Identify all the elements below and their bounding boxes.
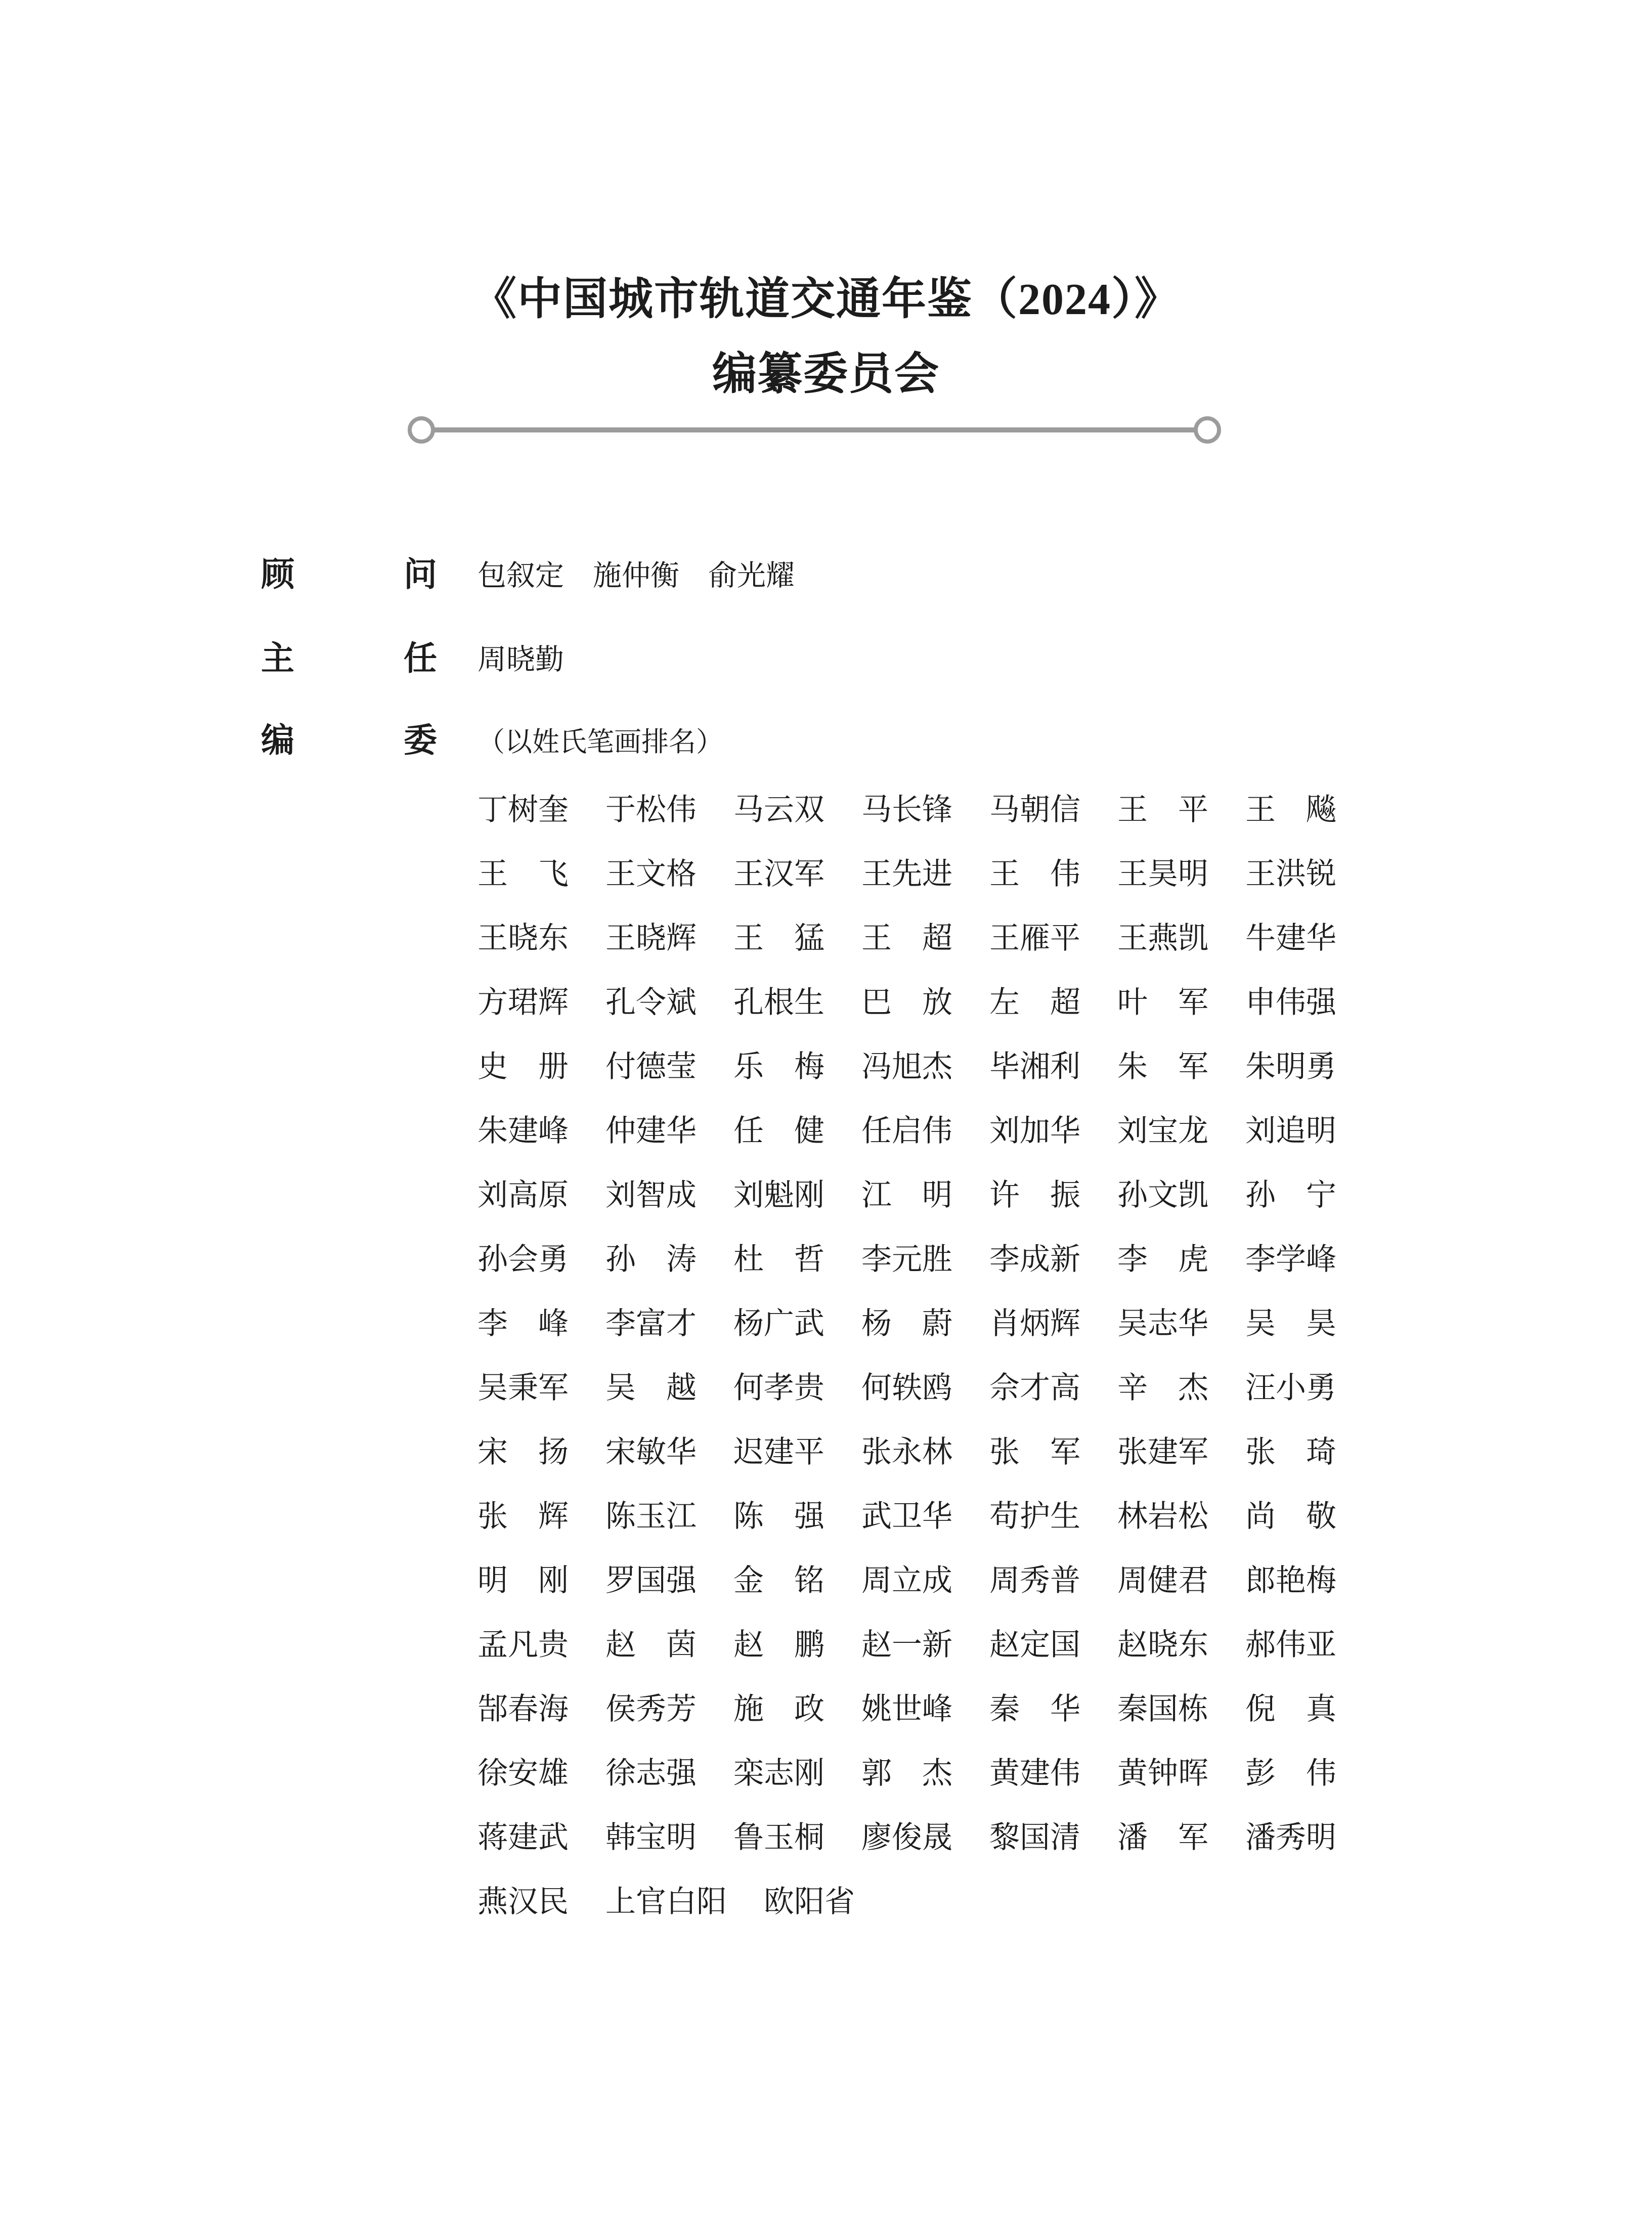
committee-member-name: 朱建峰 (477, 1114, 569, 1148)
committee-member-name: 黄建伟 (989, 1756, 1080, 1790)
committee-member-name: 姚世峰 (861, 1692, 952, 1726)
committee-member-name: 赵 茵 (605, 1628, 697, 1662)
committee-row (477, 970, 1336, 1034)
committee-row (477, 1805, 1336, 1869)
committee-member-name: 王 超 (861, 921, 952, 955)
committee-member-name: 许 振 (989, 1178, 1080, 1212)
committee-member-name: 杜 哲 (733, 1242, 824, 1276)
committee-member-name: 王 伟 (989, 857, 1080, 891)
committee-member-name: 吴秉军 (477, 1371, 569, 1405)
committee-member-name: 王 平 (1117, 793, 1208, 826)
committee-member-name: 王雁平 (989, 921, 1080, 955)
committee-member-name: 孙文凯 (1117, 1178, 1208, 1212)
committee-member-name: 郎艳梅 (1245, 1563, 1336, 1597)
committee-member-name: 王先进 (861, 857, 952, 891)
committee-member-name: 马云双 (733, 793, 824, 826)
committee-row (477, 1869, 1336, 1934)
committee-label-char-1: 编 (261, 722, 294, 759)
committee-member-name: 丁树奎 (477, 793, 569, 826)
committee-member-name: 黎国清 (989, 1820, 1080, 1854)
committee-row (477, 842, 1336, 906)
committee-member-name: 刘宝龙 (1117, 1114, 1208, 1148)
book-title: 《中国城市轨道交通年鉴（2024）》 (471, 275, 1180, 324)
committee-member-name: 任启伟 (861, 1114, 952, 1148)
advisor-label-char-2: 问 (404, 556, 437, 593)
committee-member-name: 张建军 (1117, 1435, 1208, 1469)
committee-member-name: 尚 敬 (1245, 1499, 1336, 1533)
committee-member-name: 张永林 (861, 1435, 952, 1469)
committee-member-name: 刘魁刚 (733, 1178, 824, 1212)
director-names: 周晓勤 (477, 644, 564, 676)
committee-member-name: 毕湘利 (989, 1050, 1080, 1083)
committee-member-name: 王 飚 (1245, 793, 1336, 826)
committee-member-name: 张 琦 (1245, 1435, 1336, 1469)
committee-member-name: 刘加华 (989, 1114, 1080, 1148)
committee-row (477, 1163, 1336, 1227)
committee-member-name: 栾志刚 (733, 1756, 824, 1790)
committee-member-name: 韩宝明 (605, 1820, 697, 1854)
committee-member-name: 王洪锐 (1245, 857, 1336, 891)
committee-member-name: 刘追明 (1245, 1114, 1336, 1148)
committee-member-name: 叶 军 (1117, 985, 1208, 1019)
committee-member-name: 王文格 (605, 857, 697, 891)
committee-member-name: 周秀普 (989, 1563, 1080, 1597)
committee-member-name: 苟护生 (989, 1499, 1080, 1533)
committee-member-name: 赵一新 (861, 1628, 952, 1662)
committee-member-name: 赵定国 (989, 1628, 1080, 1662)
committee-member-name: 周立成 (861, 1563, 952, 1597)
committee-member-name: 吴志华 (1117, 1306, 1208, 1340)
committee-member-name: 任 健 (733, 1114, 824, 1148)
committee-member-name: 迟建平 (733, 1435, 824, 1469)
committee-member-name: 马长锋 (861, 793, 952, 826)
committee-member-name: 何轶鸥 (861, 1371, 952, 1405)
committee-member-name: 李成新 (989, 1242, 1080, 1276)
committee-member-name: 朱 军 (1117, 1050, 1208, 1083)
committee-member-name: 乐 梅 (733, 1050, 824, 1083)
committee-member-name: 秦国栋 (1117, 1692, 1208, 1726)
committee-row (477, 777, 1336, 842)
committee-member-name: 罗国强 (605, 1563, 697, 1597)
committee-member-name: 仲建华 (605, 1114, 697, 1148)
committee-member-name: 冯旭杰 (861, 1050, 952, 1083)
committee-member-name: 欧阳省 (764, 1885, 855, 1918)
advisor-names: 包叙定 施仲衡 俞光耀 (477, 560, 795, 592)
committee-member-name: 郝伟亚 (1245, 1628, 1336, 1662)
committee-member-name: 李富才 (605, 1306, 697, 1340)
committee-member-name: 黄钟晖 (1117, 1756, 1208, 1790)
committee-member-name: 陈 强 (733, 1499, 824, 1533)
committee-row (477, 906, 1336, 970)
director-label (261, 642, 437, 676)
committee-member-name: 孙 宁 (1245, 1178, 1336, 1212)
committee-member-name: 江 明 (861, 1178, 952, 1212)
committee-member-name: 李 峰 (477, 1306, 569, 1340)
committee-row (477, 1356, 1336, 1420)
committee-member-name: 李 虎 (1117, 1242, 1208, 1276)
committee-member-name: 郭 杰 (861, 1756, 952, 1790)
committee-member-name: 佘才高 (989, 1371, 1080, 1405)
committee-member-name: 马朝信 (989, 793, 1080, 826)
committee-label (261, 724, 437, 758)
committee-member-name: 王燕凯 (1117, 921, 1208, 955)
committee-member-name: 巴 放 (861, 985, 952, 1019)
committee-member-name: 郜春海 (477, 1692, 569, 1726)
committee-member-name: 王晓东 (477, 921, 569, 955)
committee-member-name: 徐志强 (605, 1756, 697, 1790)
director-label-char-1: 主 (261, 640, 294, 677)
committee-member-name: 何孝贵 (733, 1371, 824, 1405)
committee-member-name: 王 猛 (733, 921, 824, 955)
committee-member-name: 施 政 (733, 1692, 824, 1726)
committee-member-name: 徐安雄 (477, 1756, 569, 1790)
committee-member-name: 刘高原 (477, 1178, 569, 1212)
committee-member-name: 彭 伟 (1245, 1756, 1336, 1790)
committee-grid (477, 777, 1336, 1934)
committee-member-name: 王汉军 (733, 857, 824, 891)
committee-member-name: 燕汉民 (477, 1885, 569, 1918)
committee-member-name: 左 超 (989, 985, 1080, 1019)
committee-member-name: 孙会勇 (477, 1242, 569, 1276)
committee-row (477, 1677, 1336, 1741)
committee-member-name: 孔令斌 (605, 985, 697, 1019)
committee-member-name: 倪 真 (1245, 1692, 1336, 1726)
committee-member-name: 史 册 (477, 1050, 569, 1083)
divider-left-ring-icon (408, 416, 435, 444)
committee-member-name: 杨 蔚 (861, 1306, 952, 1340)
committee-member-name: 刘智成 (605, 1178, 697, 1212)
advisor-label (261, 558, 437, 592)
committee-member-name: 申伟强 (1245, 985, 1336, 1019)
committee-member-name: 辛 杰 (1117, 1371, 1208, 1405)
committee-row (477, 1099, 1336, 1163)
committee-member-name: 张 军 (989, 1435, 1080, 1469)
committee-member-name: 武卫华 (861, 1499, 952, 1533)
committee-member-name: 上官白阳 (605, 1885, 727, 1918)
committee-member-name: 陈玉江 (605, 1499, 697, 1533)
committee-member-name: 鲁玉桐 (733, 1820, 824, 1854)
committee-member-name: 王昊明 (1117, 857, 1208, 891)
committee-row (477, 1420, 1336, 1484)
committee-member-name: 李学峰 (1245, 1242, 1336, 1276)
committee-member-name: 秦 华 (989, 1692, 1080, 1726)
committee-member-name: 廖俊晟 (861, 1820, 952, 1854)
committee-member-name: 潘 军 (1117, 1820, 1208, 1854)
committee-member-name: 李元胜 (861, 1242, 952, 1276)
committee-member-name: 孟凡贵 (477, 1628, 569, 1662)
committee-member-name: 付德莹 (605, 1050, 697, 1083)
committee-member-name: 孔根生 (733, 985, 824, 1019)
committee-member-name: 肖炳辉 (989, 1306, 1080, 1340)
committee-member-name: 张 辉 (477, 1499, 569, 1533)
committee-member-name: 孙 涛 (605, 1242, 697, 1276)
committee-row (477, 1741, 1336, 1805)
committee-member-name: 王 飞 (477, 857, 569, 891)
committee-sort-note: （以姓氏笔画排名） (477, 727, 723, 757)
committee-member-name: 于松伟 (605, 793, 697, 826)
committee-member-name: 金 铭 (733, 1563, 824, 1597)
committee-row (477, 1291, 1336, 1356)
committee-member-name: 赵晓东 (1117, 1628, 1208, 1662)
committee-member-name: 赵 鹏 (733, 1628, 824, 1662)
committee-member-name: 吴 越 (605, 1371, 697, 1405)
committee-member-name: 侯秀芳 (605, 1692, 697, 1726)
committee-row (477, 1227, 1336, 1291)
committee-member-name: 汪小勇 (1245, 1371, 1336, 1405)
committee-row (477, 1034, 1336, 1099)
committee-member-name: 方珺辉 (477, 985, 569, 1019)
committee-label-char-2: 委 (404, 722, 437, 759)
committee-row (477, 1612, 1336, 1677)
committee-member-name: 宋 扬 (477, 1435, 569, 1469)
committee-title: 编纂委员会 (712, 350, 940, 399)
committee-member-name: 王晓辉 (605, 921, 697, 955)
divider-line (434, 427, 1196, 432)
committee-member-name: 周健君 (1117, 1563, 1208, 1597)
committee-row (477, 1484, 1336, 1548)
committee-member-name: 吴 昊 (1245, 1306, 1336, 1340)
committee-row (477, 1548, 1336, 1612)
committee-member-name: 蒋建武 (477, 1820, 569, 1854)
advisor-label-char-1: 顾 (261, 556, 294, 593)
divider-right-ring-icon (1194, 416, 1221, 444)
committee-member-name: 明 刚 (477, 1563, 569, 1597)
committee-member-name: 潘秀明 (1245, 1820, 1336, 1854)
committee-member-name: 牛建华 (1245, 921, 1336, 955)
director-label-char-2: 任 (404, 640, 437, 677)
committee-member-name: 宋敏华 (605, 1435, 697, 1469)
committee-member-name: 林岩松 (1117, 1499, 1208, 1533)
committee-member-name: 杨广武 (733, 1306, 824, 1340)
committee-member-name: 朱明勇 (1245, 1050, 1336, 1083)
